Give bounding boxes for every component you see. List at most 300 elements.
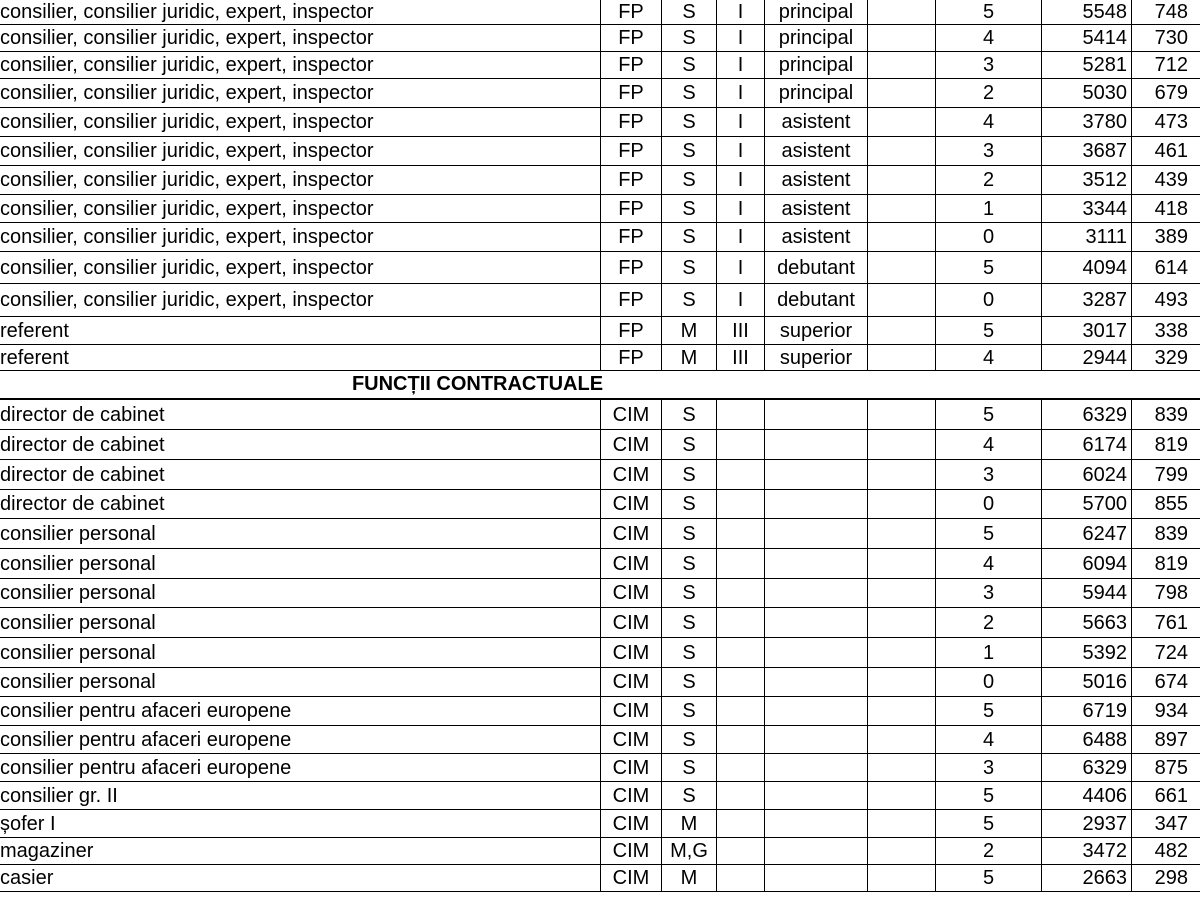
job-title-cell: consilier, consilier juridic, expert, inspector [0, 27, 374, 49]
class-cell: I [716, 223, 764, 251]
job-title-cell: casier [0, 867, 54, 889]
table-row [0, 52, 1200, 79]
seniority-cell: 5 [935, 782, 1041, 809]
blank-cell [867, 223, 935, 251]
seniority-cell: 3 [935, 754, 1041, 781]
seniority-cell: 5 [935, 317, 1041, 344]
allowance-cell: 839 [1131, 400, 1200, 429]
grade-cell [764, 490, 867, 518]
job-title-cell: director de cabinet [0, 493, 165, 515]
seniority-cell: 0 [935, 284, 1041, 316]
contract-type-cell: FP [600, 252, 661, 283]
salary-cell: 2937 [1041, 810, 1131, 837]
table-row [0, 490, 1200, 519]
salary-cell: 5548 [1041, 0, 1131, 24]
grade-cell [764, 838, 867, 864]
table-row [0, 697, 1200, 726]
table-row [0, 400, 1200, 430]
allowance-cell: 897 [1131, 726, 1200, 753]
grade-cell: debutant [764, 252, 867, 283]
studies-cell: S [661, 284, 716, 316]
class-cell [716, 754, 764, 781]
grade-cell: asistent [764, 223, 867, 251]
allowance-cell: 461 [1131, 137, 1200, 165]
studies-cell: S [661, 579, 716, 607]
contract-type-cell: FP [600, 79, 661, 107]
table-row [0, 810, 1200, 838]
job-title-cell: consilier personal [0, 611, 156, 634]
table-row [0, 137, 1200, 166]
seniority-cell: 5 [935, 252, 1041, 283]
salary-cell: 6329 [1041, 400, 1131, 429]
grade-cell [764, 865, 867, 891]
seniority-cell: 0 [935, 668, 1041, 696]
grade-cell [764, 549, 867, 578]
blank-cell [867, 726, 935, 753]
class-cell: I [716, 284, 764, 316]
job-title-cell: director de cabinet [0, 433, 165, 456]
contract-type-cell: CIM [600, 754, 661, 781]
class-cell: I [716, 79, 764, 107]
contract-type-cell: FP [600, 195, 661, 222]
table-row [0, 223, 1200, 252]
blank-cell [867, 345, 935, 370]
grade-cell [764, 430, 867, 459]
seniority-cell: 3 [935, 52, 1041, 78]
blank-cell [867, 166, 935, 194]
class-cell: I [716, 25, 764, 51]
salary-cell: 5281 [1041, 52, 1131, 78]
salary-cell: 5944 [1041, 579, 1131, 607]
blank-cell [867, 668, 935, 696]
seniority-cell: 4 [935, 549, 1041, 578]
job-title-cell: consilier, consilier juridic, expert, inspector [0, 256, 374, 279]
seniority-cell: 0 [935, 223, 1041, 251]
allowance-cell: 389 [1131, 223, 1200, 251]
allowance-cell: 875 [1131, 754, 1200, 781]
studies-cell: M [661, 317, 716, 344]
allowance-cell: 329 [1131, 345, 1200, 370]
blank-cell [867, 460, 935, 489]
class-cell: I [716, 252, 764, 283]
salary-cell: 3472 [1041, 838, 1131, 864]
seniority-cell: 4 [935, 108, 1041, 136]
contract-type-cell: CIM [600, 460, 661, 489]
allowance-cell: 674 [1131, 668, 1200, 696]
class-cell [716, 549, 764, 578]
blank-cell [867, 52, 935, 78]
grade-cell [764, 400, 867, 429]
studies-cell: S [661, 430, 716, 459]
grade-cell [764, 782, 867, 809]
job-title-cell: consilier personal [0, 582, 156, 604]
class-cell [716, 579, 764, 607]
seniority-cell: 3 [935, 579, 1041, 607]
seniority-cell: 1 [935, 638, 1041, 667]
table-row [0, 252, 1200, 284]
salary-cell: 2944 [1041, 345, 1131, 370]
class-cell: I [716, 137, 764, 165]
table-row [0, 519, 1200, 549]
job-title-cell: consilier, consilier juridic, expert, inspector [0, 1, 374, 23]
seniority-cell: 1 [935, 195, 1041, 222]
contract-type-cell: CIM [600, 668, 661, 696]
contract-type-cell: FP [600, 345, 661, 370]
job-title-cell: consilier personal [0, 552, 156, 575]
allowance-cell: 347 [1131, 810, 1200, 837]
salary-cell: 5392 [1041, 638, 1131, 667]
job-title-cell: consilier personal [0, 671, 156, 693]
studies-cell: S [661, 400, 716, 429]
blank-cell [867, 549, 935, 578]
studies-cell: S [661, 549, 716, 578]
grade-cell [764, 668, 867, 696]
studies-cell: M [661, 865, 716, 891]
table-row [0, 579, 1200, 608]
table-row [0, 430, 1200, 460]
table-row [0, 754, 1200, 782]
section-title: FUNCȚII CONTRACTUALE [351, 373, 604, 395]
table-row [0, 865, 1200, 892]
contract-type-cell: FP [600, 284, 661, 316]
studies-cell: S [661, 79, 716, 107]
job-title-cell: consilier, consilier juridic, expert, inspector [0, 54, 374, 76]
contract-type-cell: CIM [600, 579, 661, 607]
studies-cell: S [661, 108, 716, 136]
job-title-cell: șofer I [0, 812, 56, 835]
allowance-cell: 298 [1131, 865, 1200, 891]
seniority-cell: 2 [935, 838, 1041, 864]
studies-cell: M,G [661, 838, 716, 864]
blank-cell [867, 25, 935, 51]
blank-cell [867, 79, 935, 107]
studies-cell: S [661, 166, 716, 194]
job-title-cell: consilier gr. II [0, 784, 118, 807]
blank-cell [867, 519, 935, 548]
job-title-cell: consilier, consilier juridic, expert, inspector [0, 169, 374, 191]
studies-cell: S [661, 490, 716, 518]
studies-cell: S [661, 195, 716, 222]
job-title-cell: referent [0, 346, 69, 369]
allowance-cell: 855 [1131, 490, 1200, 518]
salary-cell: 5414 [1041, 25, 1131, 51]
studies-cell: M [661, 345, 716, 370]
contract-type-cell: FP [600, 137, 661, 165]
class-cell [716, 782, 764, 809]
blank-cell [867, 490, 935, 518]
allowance-cell: 934 [1131, 697, 1200, 725]
allowance-cell: 748 [1131, 0, 1200, 24]
studies-cell: S [661, 754, 716, 781]
seniority-cell: 5 [935, 0, 1041, 24]
studies-cell: S [661, 726, 716, 753]
class-cell [716, 697, 764, 725]
job-title-cell: consilier, consilier juridic, expert, inspector [0, 82, 374, 104]
contract-type-cell: CIM [600, 697, 661, 725]
blank-cell [867, 838, 935, 864]
studies-cell: S [661, 460, 716, 489]
salary-cell: 6488 [1041, 726, 1131, 753]
allowance-cell: 614 [1131, 252, 1200, 283]
seniority-cell: 4 [935, 430, 1041, 459]
blank-cell [867, 0, 935, 24]
class-cell [716, 865, 764, 891]
grade-cell: asistent [764, 137, 867, 165]
allowance-cell: 730 [1131, 25, 1200, 51]
blank-cell [867, 317, 935, 344]
salary-cell: 4406 [1041, 782, 1131, 809]
class-cell: III [716, 345, 764, 370]
table-row [0, 79, 1200, 108]
contract-type-cell: CIM [600, 490, 661, 518]
studies-cell: S [661, 638, 716, 667]
salary-cell: 3687 [1041, 137, 1131, 165]
contract-type-cell: FP [600, 108, 661, 136]
table-row [0, 317, 1200, 345]
allowance-cell: 679 [1131, 79, 1200, 107]
class-cell [716, 430, 764, 459]
class-cell: III [716, 317, 764, 344]
grade-cell [764, 579, 867, 607]
salary-cell: 3344 [1041, 195, 1131, 222]
table-row [0, 284, 1200, 317]
seniority-cell: 5 [935, 519, 1041, 548]
allowance-cell: 439 [1131, 166, 1200, 194]
contract-type-cell: CIM [600, 430, 661, 459]
contract-type-cell: CIM [600, 549, 661, 578]
salary-cell: 3287 [1041, 284, 1131, 316]
salary-cell: 6024 [1041, 460, 1131, 489]
class-cell [716, 400, 764, 429]
salary-cell: 3512 [1041, 166, 1131, 194]
studies-cell: M [661, 810, 716, 837]
class-cell: I [716, 195, 764, 222]
studies-cell: S [661, 608, 716, 637]
studies-cell: S [661, 668, 716, 696]
allowance-cell: 482 [1131, 838, 1200, 864]
table-row [0, 668, 1200, 697]
allowance-cell: 724 [1131, 638, 1200, 667]
class-cell: I [716, 0, 764, 24]
studies-cell: S [661, 252, 716, 283]
seniority-cell: 5 [935, 865, 1041, 891]
grade-cell: principal [764, 0, 867, 24]
seniority-cell: 2 [935, 79, 1041, 107]
grade-cell: principal [764, 52, 867, 78]
contract-type-cell: CIM [600, 638, 661, 667]
contract-type-cell: CIM [600, 519, 661, 548]
grade-cell: asistent [764, 166, 867, 194]
salary-cell: 3017 [1041, 317, 1131, 344]
table-row [0, 638, 1200, 668]
seniority-cell: 4 [935, 25, 1041, 51]
salary-cell: 3111 [1041, 223, 1131, 251]
salary-cell: 6094 [1041, 549, 1131, 578]
grade-cell: debutant [764, 284, 867, 316]
seniority-cell: 5 [935, 810, 1041, 837]
job-title-cell: consilier personal [0, 522, 156, 545]
salary-cell: 6247 [1041, 519, 1131, 548]
grade-cell [764, 638, 867, 667]
salary-cell: 5016 [1041, 668, 1131, 696]
salary-cell: 5700 [1041, 490, 1131, 518]
contract-type-cell: CIM [600, 726, 661, 753]
table-row [0, 108, 1200, 137]
job-title-cell: consilier, consilier juridic, expert, inspector [0, 197, 374, 220]
allowance-cell: 839 [1131, 519, 1200, 548]
table-row [0, 726, 1200, 754]
seniority-cell: 3 [935, 137, 1041, 165]
allowance-cell: 661 [1131, 782, 1200, 809]
table-row [0, 549, 1200, 579]
allowance-cell: 798 [1131, 579, 1200, 607]
job-title-cell: consilier, consilier juridic, expert, inspector [0, 111, 374, 133]
table-row [0, 782, 1200, 810]
seniority-cell: 5 [935, 697, 1041, 725]
allowance-cell: 338 [1131, 317, 1200, 344]
salary-cell: 2663 [1041, 865, 1131, 891]
contract-type-cell: CIM [600, 810, 661, 837]
table-row [0, 166, 1200, 195]
salary-cell: 5663 [1041, 608, 1131, 637]
blank-cell [867, 108, 935, 136]
blank-cell [867, 195, 935, 222]
seniority-cell: 2 [935, 166, 1041, 194]
studies-cell: S [661, 697, 716, 725]
grade-cell [764, 608, 867, 637]
grade-cell: superior [764, 345, 867, 370]
section-header-row [0, 371, 1200, 400]
table-row [0, 345, 1200, 371]
class-cell [716, 490, 764, 518]
table-row [0, 608, 1200, 638]
job-title-cell: consilier, consilier juridic, expert, inspector [0, 226, 374, 248]
blank-cell [867, 754, 935, 781]
studies-cell: S [661, 519, 716, 548]
class-cell [716, 638, 764, 667]
blank-cell [867, 638, 935, 667]
contract-type-cell: FP [600, 0, 661, 24]
allowance-cell: 761 [1131, 608, 1200, 637]
blank-cell [867, 430, 935, 459]
blank-cell [867, 810, 935, 837]
grade-cell [764, 810, 867, 837]
allowance-cell: 819 [1131, 549, 1200, 578]
studies-cell: S [661, 52, 716, 78]
grade-cell [764, 519, 867, 548]
allowance-cell: 819 [1131, 430, 1200, 459]
job-title-cell: consilier pentru afaceri europene [0, 728, 292, 751]
contract-type-cell: FP [600, 25, 661, 51]
blank-cell [867, 400, 935, 429]
job-title-cell: consilier pentru afaceri europene [0, 756, 292, 779]
blank-cell [867, 865, 935, 891]
allowance-cell: 418 [1131, 195, 1200, 222]
class-cell [716, 726, 764, 753]
allowance-cell: 473 [1131, 108, 1200, 136]
job-title-cell: referent [0, 319, 69, 342]
grade-cell: principal [764, 79, 867, 107]
salary-cell: 6329 [1041, 754, 1131, 781]
contract-type-cell: CIM [600, 838, 661, 864]
grade-cell [764, 697, 867, 725]
grade-cell: asistent [764, 108, 867, 136]
blank-cell [867, 608, 935, 637]
job-title-cell: magaziner [0, 840, 94, 862]
studies-cell: S [661, 137, 716, 165]
allowance-cell: 712 [1131, 52, 1200, 78]
job-title-cell: director de cabinet [0, 403, 165, 426]
studies-cell: S [661, 0, 716, 24]
job-title-cell: director de cabinet [0, 463, 165, 486]
table-row [0, 0, 1200, 25]
blank-cell [867, 252, 935, 283]
seniority-cell: 5 [935, 400, 1041, 429]
salary-cell: 4094 [1041, 252, 1131, 283]
class-cell [716, 519, 764, 548]
contract-type-cell: FP [600, 52, 661, 78]
job-title-cell: consilier pentru afaceri europene [0, 700, 292, 722]
seniority-cell: 3 [935, 460, 1041, 489]
class-cell: I [716, 108, 764, 136]
class-cell: I [716, 166, 764, 194]
contract-type-cell: CIM [600, 400, 661, 429]
contract-type-cell: CIM [600, 865, 661, 891]
grade-cell: principal [764, 25, 867, 51]
table-row [0, 25, 1200, 52]
class-cell [716, 668, 764, 696]
grade-cell [764, 726, 867, 753]
grade-cell [764, 460, 867, 489]
blank-cell [867, 697, 935, 725]
contract-type-cell: FP [600, 317, 661, 344]
studies-cell: S [661, 223, 716, 251]
job-title-cell: consilier personal [0, 641, 156, 664]
salary-cell: 6719 [1041, 697, 1131, 725]
blank-cell [867, 137, 935, 165]
job-title-cell: consilier, consilier juridic, expert, inspector [0, 289, 374, 311]
seniority-cell: 4 [935, 726, 1041, 753]
contract-type-cell: CIM [600, 782, 661, 809]
seniority-cell: 0 [935, 490, 1041, 518]
job-title-cell: consilier, consilier juridic, expert, inspector [0, 140, 374, 162]
blank-cell [867, 579, 935, 607]
blank-cell [867, 284, 935, 316]
grade-cell [764, 754, 867, 781]
grade-cell: asistent [764, 195, 867, 222]
contract-type-cell: CIM [600, 608, 661, 637]
class-cell: I [716, 52, 764, 78]
class-cell [716, 608, 764, 637]
seniority-cell: 2 [935, 608, 1041, 637]
blank-cell [867, 782, 935, 809]
salary-cell: 3780 [1041, 108, 1131, 136]
studies-cell: S [661, 782, 716, 809]
table-row [0, 460, 1200, 490]
allowance-cell: 493 [1131, 284, 1200, 316]
table-row [0, 838, 1200, 865]
class-cell [716, 838, 764, 864]
seniority-cell: 4 [935, 345, 1041, 370]
contract-type-cell: FP [600, 223, 661, 251]
allowance-cell: 799 [1131, 460, 1200, 489]
table-row [0, 195, 1200, 223]
studies-cell: S [661, 25, 716, 51]
salary-cell: 5030 [1041, 79, 1131, 107]
contract-type-cell: FP [600, 166, 661, 194]
class-cell [716, 460, 764, 489]
grade-cell: superior [764, 317, 867, 344]
